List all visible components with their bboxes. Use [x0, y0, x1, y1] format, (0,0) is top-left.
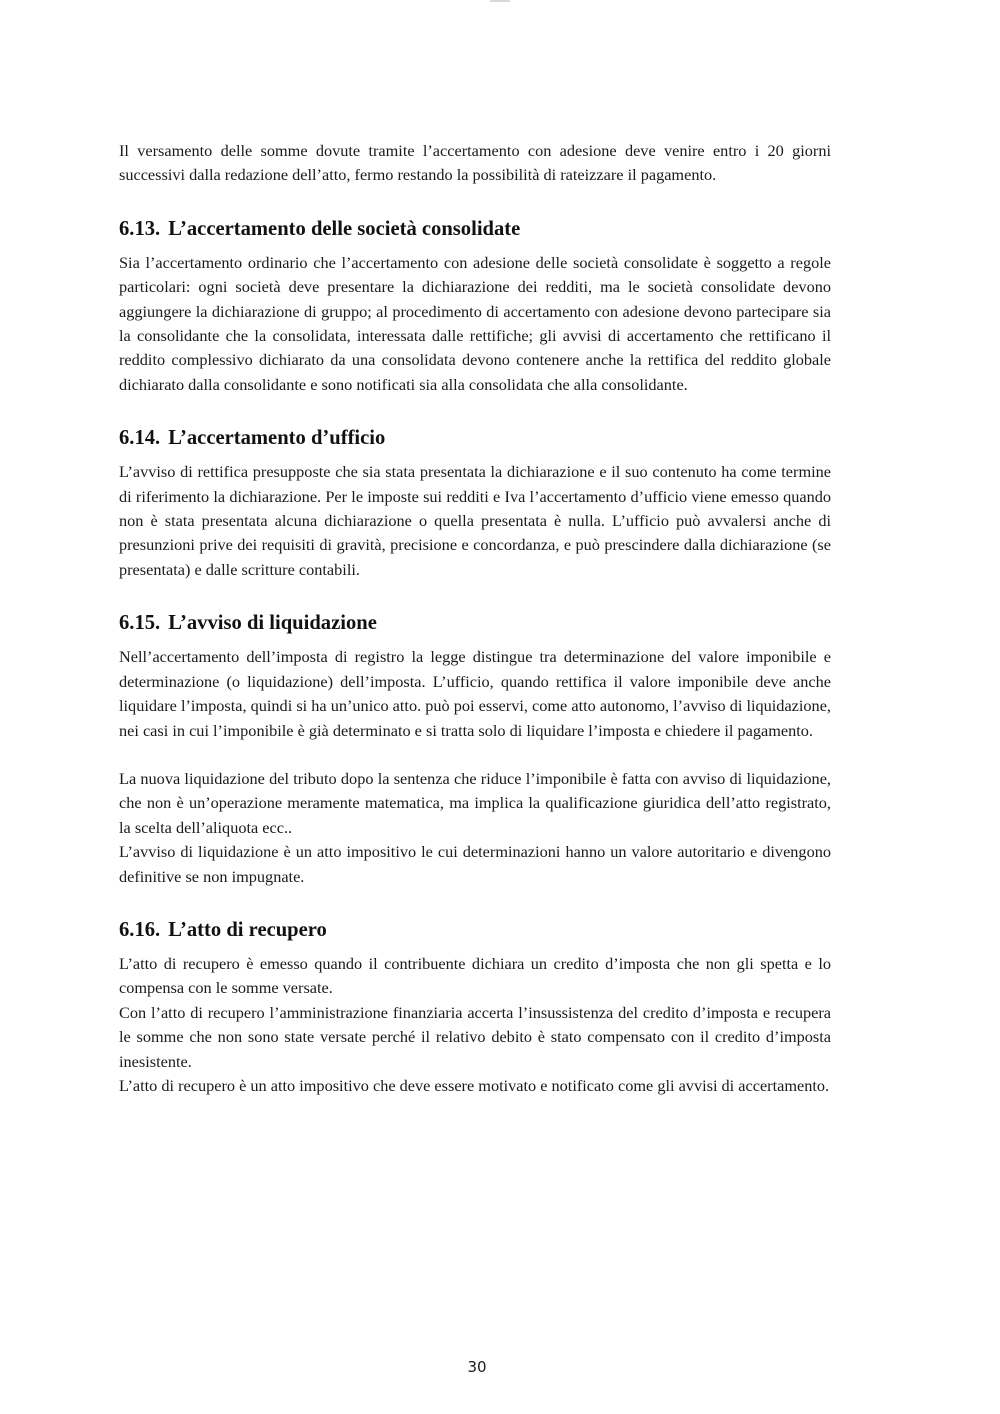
section-title: L’avviso di liquidazione — [168, 612, 377, 635]
section-paragraph: Sia l’accertamento ordinario che l’accertamento con adesione delle società consolidate è soggetto a regole particolari: ogni società deve presentare la dichiarazione dei redditi, ma le società consolidate devono aggiungere la dichiarazione di gruppo; al procedimento di accertamento con adesione devono partecipare sia la consolidante che la consolidata, interessata dalle rettifiche; gli avvisi di accertamento che rettificano il reddito complessivo dichiarato da una consolidata devono contenere anche la rettifica del reddito globale dichiarato dalla consolidante e sono notificati sia alla consolidata che alla consolidante. — [119, 252, 831, 394]
section-number: 6.14. — [119, 427, 161, 450]
section-6-15 — [119, 610, 831, 889]
section-paragraph: L’atto di recupero è un atto impositivo che deve essere motivato e notificato come gli avvisi di accertamento. — [119, 1075, 830, 1095]
section-6-16 — [119, 917, 831, 1098]
section-number: 6.15. — [119, 612, 161, 635]
section-paragraph: La nuova liquidazione del tributo dopo la sentenza che riduce l’imponibile è fatta con avviso di liquidazione, che non è un’operazione meramente matematica, ma implica la qualificazione giuridica dell’atto registrato, la scelta dell’aliquota ecc.. — [119, 768, 831, 837]
section-number: 6.16. — [119, 918, 161, 941]
section-paragraph: Con l’atto di recupero l’amministrazione finanziaria accerta l’insussistenza del credito d’imposta e recupera le somme che non sono state versate perché il relativo debito è stato compensato con il credito d’imposta inesistente. — [119, 1002, 831, 1071]
section-heading — [119, 917, 831, 943]
section-6-13 — [119, 216, 831, 397]
section-title: L’atto di recupero — [168, 918, 327, 941]
section-heading — [119, 610, 831, 636]
section-paragraph: L’avviso di liquidazione è un atto impositivo le cui determinazioni hanno un valore autoritario e divengono definitive se non impugnate. — [119, 842, 831, 886]
section-heading — [119, 216, 831, 242]
section-6-14 — [119, 425, 831, 582]
section-heading — [119, 425, 831, 451]
section-paragraph: L’atto di recupero è emesso quando il contribuente dichiara un credito d’imposta che non gli spetta e lo compensa con le somme versate. — [119, 953, 831, 998]
page-number: 30 — [467, 1358, 487, 1376]
section-number: 6.13. — [119, 217, 161, 240]
section-title: L’accertamento delle società consolidate — [168, 217, 521, 240]
section-paragraph: Nell’accertamento dell’imposta di registro la legge distingue tra determinazione del valore imponibile e determinazione (o liquidazione) dell’imposta. L’ufficio, quando rettifica il valore imponibile deve anche liquidare l’imposta, quindi si ha un’unico atto. può poi esservi, come atto autonomo, l’avviso di liquidazione, nei casi in cui l’imponibile è già determinato e si tratta solo di liquidare l’imposta e chiedere il pagamento. — [119, 647, 831, 740]
section-paragraph: L’avviso di rettifica presupposte che sia stata presentata la dichiarazione e il suo contenuto ha come termine di riferimento la dichiarazione. Per le imposte sui redditi e Iva l’accertamento d’ufficio viene emesso quando non è stata presentata alcuna dichiarazione o quella presentata è nulla. L’ufficio può avvalersi anche di presunzioni prive dei requisiti di gravità, precisione e concordanza, e può prescindere dalla dichiarazione (se presentata) e dalle scritture contabili. — [119, 462, 831, 579]
header-mark — [490, 0, 510, 2]
page-content — [119, 139, 831, 1098]
section-title: L’accertamento d’ufficio — [168, 427, 386, 450]
intro-paragraph: Il versamento delle somme dovute tramite l’accertamento con adesione deve venire entro i 20 giorni successivi dalla redazione dell’atto, fermo restando la possibilità di rateizzare il pagamento. — [119, 141, 831, 185]
